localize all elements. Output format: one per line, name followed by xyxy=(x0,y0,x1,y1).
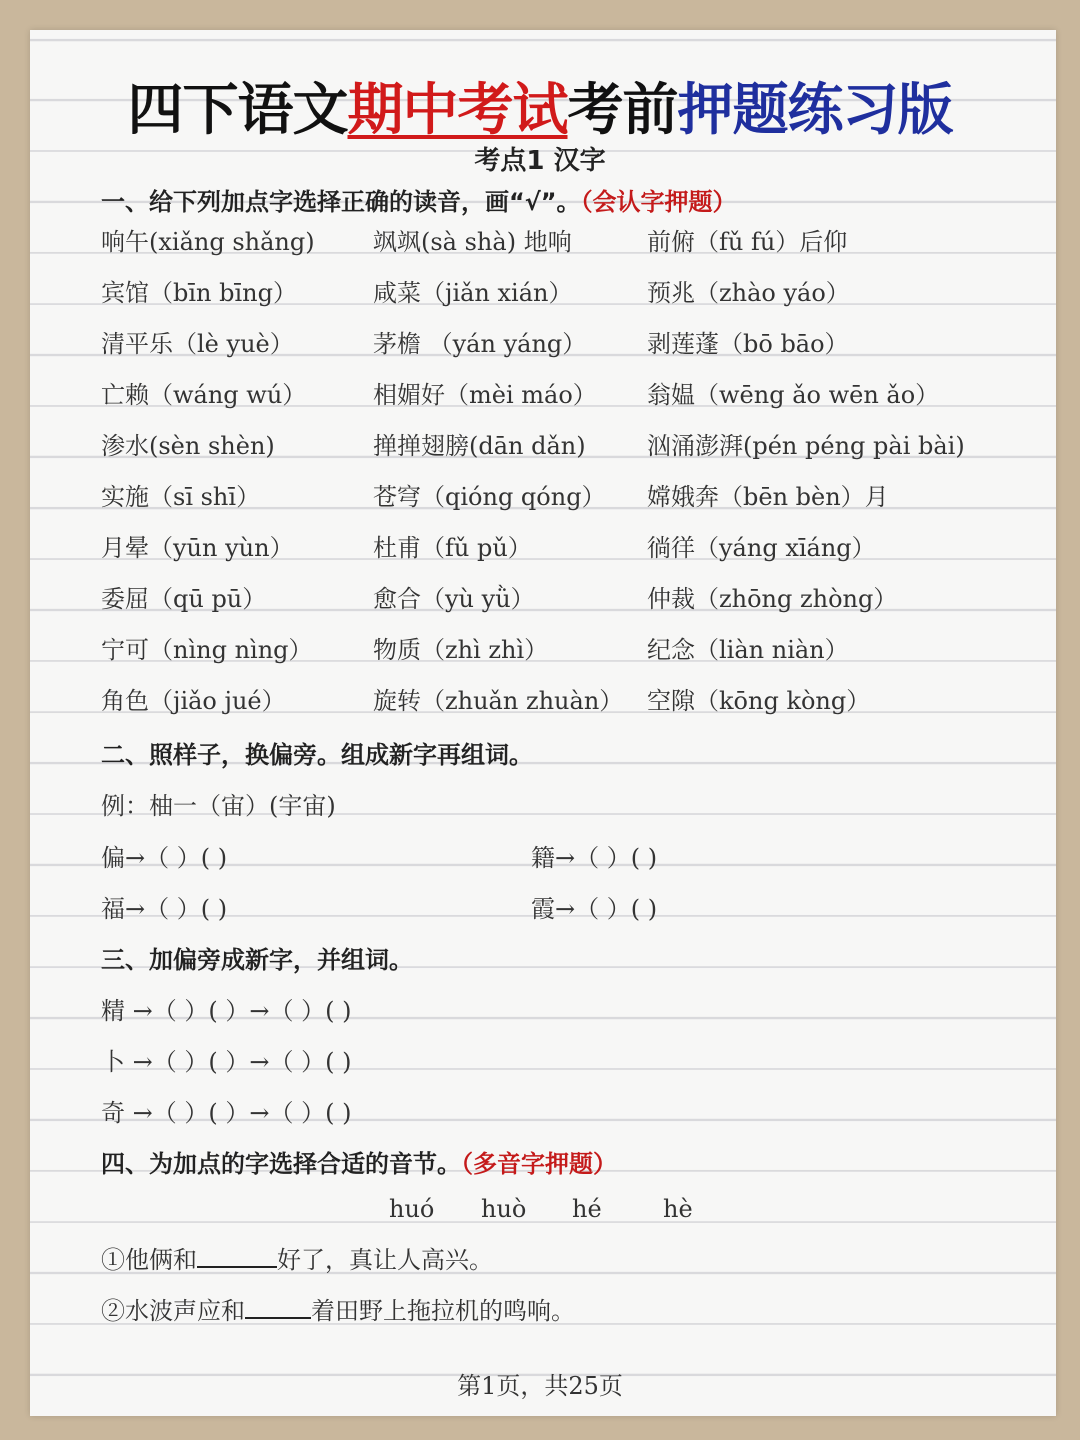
s2-row1-right: 籍→（ ）( ) xyxy=(531,844,658,872)
reading-row xyxy=(0,579,1080,619)
reading-item[interactable]: 宁可（nìng nìng） xyxy=(101,636,313,664)
section-1-heading: 一、给下列加点字选择正确的读音，画“√”。（会认字押题） xyxy=(101,188,737,216)
reading-row xyxy=(0,222,1080,262)
reading-item[interactable]: 旋转（zhuǎn zhuàn） xyxy=(373,687,624,715)
s2-row2-left: 福→（ ）( ) xyxy=(101,895,228,923)
page-subtitle: 考点1 汉字 xyxy=(474,146,606,176)
reading-item[interactable]: 渗水(sèn shèn) xyxy=(101,432,275,460)
s4-option-4: hè xyxy=(663,1195,693,1223)
reading-item[interactable]: 翁媪（wēng ǎo wēn ǎo） xyxy=(647,381,940,409)
reading-item[interactable]: 月晕（yūn yùn） xyxy=(101,534,294,562)
s3-row2: 卜 →（ ）( ）→（ ）( ) xyxy=(101,1048,352,1076)
reading-row xyxy=(0,528,1080,568)
s4-option-2: huò xyxy=(481,1195,527,1223)
s4-option-1: huó xyxy=(389,1195,435,1223)
reading-row xyxy=(0,375,1080,415)
reading-item[interactable]: 杜甫（fǔ pǔ） xyxy=(373,534,532,562)
reading-item[interactable]: 汹涌澎湃(pén péng pài bài) xyxy=(647,432,965,460)
reading-item[interactable]: 空隙（kōng kòng） xyxy=(647,687,871,715)
reading-item[interactable]: 委屈（qū pū） xyxy=(101,585,267,613)
section-2-heading: 二、照样子，换偏旁。组成新字再组词。 xyxy=(101,741,533,769)
reading-item[interactable]: 前俯（fǔ fú）后仰 xyxy=(647,228,848,256)
s2-row1-left: 偏→（ ）( ) xyxy=(101,844,228,872)
reading-row xyxy=(0,630,1080,670)
reading-item[interactable]: 咸菜（jiǎn xián） xyxy=(373,279,573,307)
reading-row xyxy=(0,426,1080,466)
answer-blank[interactable] xyxy=(245,1313,311,1319)
reading-item[interactable]: 响午(xiǎng shǎng) xyxy=(101,228,315,256)
s4-question-1: ①他俩和 好了，真让人高兴。 xyxy=(101,1246,493,1274)
reading-item[interactable]: 飒飒(sà shà) 地响 xyxy=(373,228,572,256)
reading-row xyxy=(0,477,1080,517)
reading-item[interactable]: 亡赖（wáng wú） xyxy=(101,381,307,409)
s3-row1: 精 →（ ）( ）→（ ）( ) xyxy=(101,997,352,1025)
s4-option-3: hé xyxy=(572,1195,602,1223)
reading-item[interactable]: 物质（zhì zhì） xyxy=(373,636,549,664)
page-title: 四下语文期中考试考前押题练习版 xyxy=(127,78,953,143)
section-2-example: 例：柚一（宙）(宇宙) xyxy=(101,792,336,820)
reading-item[interactable]: 纪念（liàn niàn） xyxy=(647,636,849,664)
reading-item[interactable]: 掸掸翅膀(dān dǎn) xyxy=(373,432,586,460)
reading-item[interactable]: 愈合（yù yǜ） xyxy=(373,585,535,613)
section-3-heading: 三、加偏旁成新字，并组词。 xyxy=(101,946,413,974)
reading-item[interactable]: 清平乐（lè yuè） xyxy=(101,330,294,358)
page-footer: 第1页，共25页 xyxy=(457,1372,623,1400)
s2-row2-right: 霞→（ ）( ) xyxy=(531,895,658,923)
reading-item[interactable]: 仲裁（zhōng zhòng） xyxy=(647,585,898,613)
reading-item[interactable]: 嫦娥奔（bēn bèn）月 xyxy=(647,483,889,511)
reading-item[interactable]: 宾馆（bīn bīng） xyxy=(101,279,297,307)
answer-blank[interactable] xyxy=(197,1262,277,1268)
reading-item[interactable]: 角色（jiǎo jué） xyxy=(101,687,286,715)
reading-row xyxy=(0,273,1080,313)
section-4-heading: 四、为加点的字选择合适的音节。（多音字押题） xyxy=(101,1150,617,1178)
reading-row xyxy=(0,681,1080,721)
reading-item[interactable]: 徜徉（yáng xīáng） xyxy=(647,534,876,562)
reading-item[interactable]: 茅檐 （yán yáng） xyxy=(373,330,587,358)
reading-item[interactable]: 预兆（zhào yáo） xyxy=(647,279,850,307)
reading-item[interactable]: 剥莲蓬（bō bāo） xyxy=(647,330,849,358)
reading-item[interactable]: 苍穹（qióng qóng） xyxy=(373,483,606,511)
reading-item[interactable]: 相媚好（mèi máo） xyxy=(373,381,597,409)
s4-question-2: ②水波声应和 着田野上拖拉机的鸣响。 xyxy=(101,1297,575,1325)
s3-row3: 奇 →（ ）( ）→（ ）( ) xyxy=(101,1099,352,1127)
reading-row xyxy=(0,324,1080,364)
reading-item[interactable]: 实施（sī shī） xyxy=(101,483,261,511)
